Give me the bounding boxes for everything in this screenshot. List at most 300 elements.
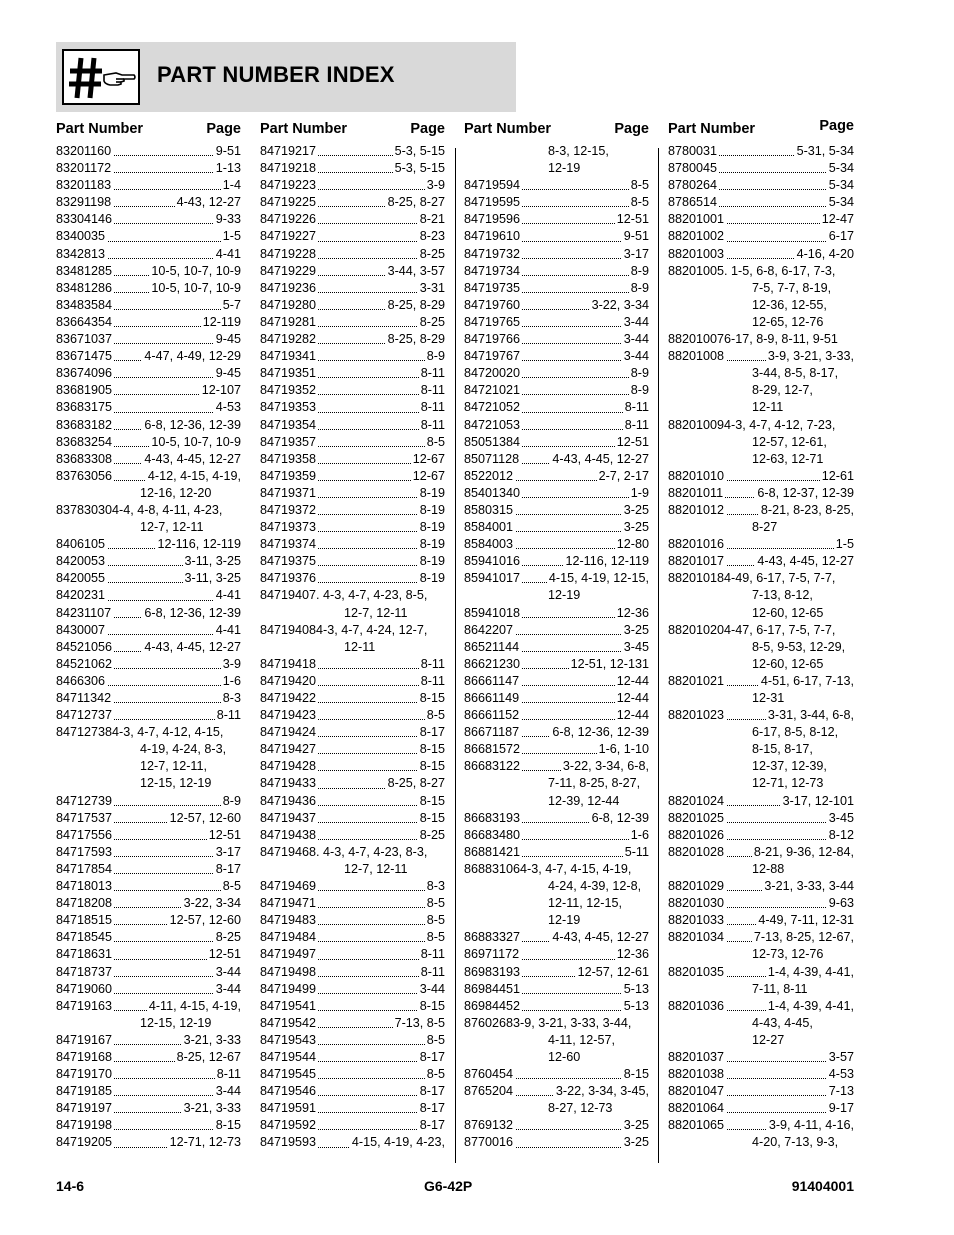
index-entry	[56, 1134, 241, 1151]
part-number: 84231107	[56, 605, 112, 620]
index-entry	[56, 878, 241, 895]
index-entry	[260, 929, 445, 946]
part-number-header: Part Number	[56, 121, 144, 137]
part-number: 8760454	[464, 1067, 514, 1082]
part-number: 84719760	[464, 297, 521, 312]
page-reference: 1-6, 1-10	[597, 741, 649, 758]
part-number: 84719357	[260, 434, 317, 449]
page-reference: 5-31, 5-34	[795, 143, 854, 160]
index-entry	[56, 622, 241, 639]
part-number: 84719229	[260, 263, 317, 278]
part-number: 8780045	[668, 161, 718, 176]
entry-text: 837830304-4, 4-8, 4-11, 4-23,	[56, 502, 223, 517]
index-entry	[260, 177, 445, 194]
part-number: 86661147	[464, 673, 520, 688]
page-reference: 7-13	[827, 1083, 854, 1100]
page-reference-continued: 7-5, 7-7, 8-19,	[752, 280, 832, 295]
part-number: 84521056	[56, 639, 113, 654]
part-number: 8765204	[464, 1084, 514, 1099]
part-number: 84719593	[260, 1135, 317, 1150]
part-number: 84719351	[260, 366, 317, 381]
part-number: 84719541	[260, 998, 317, 1013]
page-reference: 8-15	[418, 741, 445, 758]
page-reference: 3-31	[418, 280, 445, 297]
index-entry	[56, 194, 241, 211]
index-entry-run-on	[668, 622, 854, 639]
column-divider	[658, 148, 659, 1163]
page-reference-continued: 8-5, 9-53, 12-29,	[752, 639, 846, 654]
part-number: 83481286	[56, 280, 113, 295]
index-entry	[260, 1015, 445, 1032]
index-entry	[668, 246, 854, 263]
part-number: 86671187	[464, 725, 520, 740]
column-header	[56, 118, 241, 142]
index-entry	[56, 981, 241, 998]
page-reference-continued: 7-11, 8-25, 8-27,	[548, 776, 641, 791]
page-reference: 1-4, 4-39, 4-41,	[766, 964, 854, 981]
part-number: 84719610	[464, 229, 521, 244]
part-number: 88201064	[668, 1101, 725, 1116]
part-number: 84719428	[260, 759, 317, 774]
page-reference: 8-15	[418, 690, 445, 707]
index-entry	[260, 570, 445, 587]
index-entry	[260, 211, 445, 228]
part-number: 85941018	[464, 605, 521, 620]
page-reference: 7-13, 8-5	[393, 1015, 445, 1032]
part-number: 84719418	[260, 656, 317, 671]
part-number: 86683193	[464, 810, 521, 825]
part-number: 84719228	[260, 246, 317, 261]
part-number: 88201023	[668, 708, 725, 723]
index-entry	[260, 417, 445, 434]
page-reference: 12-61	[820, 468, 854, 485]
part-number: 8780031	[668, 144, 718, 158]
page-reference: 10-5, 10-7, 10-9	[149, 280, 241, 297]
index-entry	[464, 399, 649, 416]
index-entry	[464, 827, 649, 844]
page-reference: 6-8, 12-37, 12-39	[755, 485, 854, 502]
part-number-header: Part Number	[464, 121, 552, 137]
page-reference: 8-9	[629, 382, 649, 399]
index-entry	[56, 417, 241, 434]
page-reference: 8-15	[418, 758, 445, 775]
page-reference-continued: 12-65, 12-76	[752, 314, 824, 329]
page-reference: 12-44	[615, 690, 649, 707]
index-entry	[56, 673, 241, 690]
page-reference-continued: 8-29, 12-7,	[752, 383, 813, 398]
part-number: 88201001	[668, 212, 725, 227]
page-reference: 3-45	[827, 810, 854, 827]
page-reference: 1-9	[629, 485, 649, 502]
index-entry	[464, 468, 649, 485]
index-entry	[260, 1134, 445, 1151]
page-reference: 4-47, 4-49, 12-29	[142, 348, 241, 365]
part-number: 8420053	[56, 554, 106, 569]
page-reference: 4-49, 7-11, 12-31	[756, 912, 854, 929]
index-entry	[260, 246, 445, 263]
page-reference-continued: 3-44, 8-5, 8-17,	[752, 366, 839, 381]
page-reference: 9-45	[214, 331, 241, 348]
part-number: 85401340	[464, 485, 521, 500]
page-reference: 12-57, 12-61	[576, 964, 649, 981]
part-number: 84717556	[56, 827, 113, 842]
page-reference: 3-17, 12-101	[781, 793, 854, 810]
index-entry	[464, 211, 649, 228]
index-entry	[464, 998, 649, 1015]
index-entry	[668, 912, 854, 929]
part-number: 88201011	[668, 485, 724, 500]
page-header: Page	[206, 121, 241, 137]
page-reference-continued: 8-15, 8-17,	[752, 742, 813, 757]
part-number-header: Part Number	[260, 121, 348, 137]
index-entry	[464, 194, 649, 211]
index-entry	[464, 1066, 649, 1083]
part-number: 88201010	[668, 468, 725, 483]
index-entry	[464, 758, 649, 775]
page-reference: 12-67	[411, 451, 445, 468]
index-entry	[56, 314, 241, 331]
page-reference: 3-44	[418, 981, 445, 998]
page-reference: 4-43, 4-45, 12-27	[550, 451, 649, 468]
page-reference: 6-17	[827, 228, 854, 245]
part-number: 83671475	[56, 349, 113, 364]
page-reference: 6-8, 12-36, 12-39	[550, 724, 649, 741]
index-entry	[260, 314, 445, 331]
page-reference: 4-15, 4-19, 12-15,	[547, 570, 649, 587]
index-entry	[56, 143, 241, 160]
page-reference: 8-5	[629, 177, 649, 194]
page-reference-continued: 12-57, 12-61,	[752, 434, 827, 449]
page-reference: 3-44	[622, 348, 649, 365]
page-reference: 12-51	[207, 946, 241, 963]
page-reference: 9-51	[622, 228, 649, 245]
part-number: 84719596	[464, 212, 521, 227]
page-reference: 8-11	[419, 382, 445, 399]
part-number: 88201028	[668, 844, 725, 859]
index-entry	[260, 690, 445, 707]
page-reference: 3-25	[622, 1134, 649, 1151]
part-number: 88201026	[668, 827, 725, 842]
index-entry	[464, 656, 649, 673]
part-number: 8466306	[56, 673, 106, 688]
page-reference: 12-119	[201, 314, 241, 331]
entry-text: 882010094-3, 4-7, 4-12, 7-23,	[668, 417, 836, 432]
part-number: 88201035	[668, 964, 725, 979]
index-entry	[260, 1049, 445, 1066]
part-number: 84719226	[260, 212, 317, 227]
part-number: 83201183	[56, 178, 112, 193]
page-reference: 8-25, 8-27	[386, 194, 445, 211]
part-number: 88201017	[668, 554, 725, 569]
page-reference-continued: 12-60, 12-65	[752, 605, 824, 620]
page-reference: 8-11	[215, 707, 241, 724]
index-entry	[56, 280, 241, 297]
part-number: 84719423	[260, 708, 317, 723]
page-reference: 8-5	[425, 895, 445, 912]
part-number: 84719225	[260, 195, 317, 210]
index-entry	[668, 1100, 854, 1117]
page-reference: 8-5	[425, 912, 445, 929]
page-reference: 12-51	[207, 827, 241, 844]
index-entry	[260, 724, 445, 741]
page-reference: 3-25	[622, 622, 649, 639]
part-number: 84719197	[56, 1101, 113, 1116]
index-entry-run-on	[260, 622, 445, 639]
index-entry	[260, 348, 445, 365]
index-entry	[260, 1083, 445, 1100]
page-reference: 3-45	[622, 639, 649, 656]
index-entry	[464, 724, 649, 741]
page-reference: 7-13, 8-25, 12-67,	[752, 929, 854, 946]
index-entry	[668, 929, 854, 946]
index-entry	[260, 878, 445, 895]
index-entry	[260, 656, 445, 673]
part-number: 8769132	[464, 1118, 514, 1133]
page-reference-continued: 12-60	[548, 1049, 581, 1064]
part-number: 84718515	[56, 913, 113, 928]
part-number: 84719060	[56, 981, 113, 996]
index-entry	[464, 810, 649, 827]
part-number: 88201016	[668, 537, 725, 552]
index-entry	[56, 365, 241, 382]
page-reference-continued: 8-3, 12-15,	[548, 144, 609, 158]
index-entry	[260, 434, 445, 451]
page-reference: 8-5	[425, 434, 445, 451]
part-number: 83683182	[56, 417, 113, 432]
part-number: 86971172	[464, 947, 520, 962]
page-reference: 8-17	[418, 724, 445, 741]
page-reference-continued: 12-15, 12-19	[140, 776, 212, 791]
column-divider	[455, 148, 456, 1163]
part-number: 84719542	[260, 1015, 317, 1030]
page-reference: 8-25	[418, 827, 445, 844]
page-reference: 3-9, 4-11, 4-16,	[767, 1117, 854, 1134]
page-reference: 8-11	[623, 399, 649, 416]
part-number: 84719198	[56, 1118, 113, 1133]
part-number: 88201030	[668, 896, 725, 911]
page-reference: 4-11, 4-15, 4-19,	[147, 998, 241, 1015]
page-reference: 8-25	[418, 246, 445, 263]
part-number: 84721021	[464, 383, 521, 398]
index-entry	[668, 1066, 854, 1083]
page-reference: 4-43, 4-45, 12-27	[142, 639, 241, 656]
page-reference: 5-13	[622, 981, 649, 998]
page-reference: 3-22, 3-34	[590, 297, 649, 314]
part-number: 83201160	[56, 144, 112, 158]
page-reference: 8-17	[418, 1083, 445, 1100]
index-entry	[56, 707, 241, 724]
part-number: 84719471	[260, 896, 317, 911]
index-entry	[260, 502, 445, 519]
page-reference: 8-3	[221, 690, 241, 707]
index-entry	[464, 964, 649, 981]
index-entry	[56, 605, 241, 622]
part-number: 8580315	[464, 502, 514, 517]
page-reference: 8-21, 8-23, 8-25,	[759, 502, 854, 519]
part-number: 84711342	[56, 691, 112, 705]
part-number: 8420231	[56, 588, 106, 603]
index-entry	[668, 348, 854, 365]
part-number: 84719170	[56, 1067, 113, 1082]
part-number: 86984452	[464, 998, 521, 1013]
index-entry-run-on	[260, 844, 445, 861]
index-entry	[260, 194, 445, 211]
index-entry	[668, 964, 854, 981]
page-reference: 12-44	[615, 673, 649, 690]
page-reference: 3-11, 3-25	[183, 553, 241, 570]
part-number: 86984451	[464, 981, 521, 996]
index-entry	[668, 1117, 854, 1134]
index-entry	[56, 1100, 241, 1117]
page-reference: 8-17	[418, 1117, 445, 1134]
part-number: 88201029	[668, 879, 725, 894]
entry-text: 84719468. 4-3, 4-7, 4-23, 8-3,	[260, 844, 428, 859]
part-number: 88201003	[668, 246, 725, 261]
part-number: 88201012	[668, 502, 725, 517]
index-entry	[464, 690, 649, 707]
part-number: 84719591	[260, 1101, 317, 1116]
part-number: 84719438	[260, 827, 317, 842]
part-number: 88201025	[668, 810, 725, 825]
page-reference: 3-57	[827, 1049, 854, 1066]
part-number: 8420055	[56, 571, 106, 586]
index-entry	[668, 143, 854, 160]
index-entry	[668, 211, 854, 228]
index-rows	[668, 143, 854, 1152]
page-reference: 1-6	[629, 827, 649, 844]
part-number: 8786514	[668, 195, 718, 210]
index-entry	[668, 485, 854, 502]
index-entry	[260, 382, 445, 399]
page-reference: 3-22, 3-34	[182, 895, 241, 912]
part-number: 86683480	[464, 827, 521, 842]
index-entry	[56, 690, 241, 707]
page-reference: 12-51	[615, 211, 649, 228]
index-entry	[56, 810, 241, 827]
index-entry	[56, 844, 241, 861]
index-entry	[464, 844, 649, 861]
part-number: 84719422	[260, 691, 317, 705]
page-reference-continued: 12-7, 12-11	[344, 605, 408, 620]
part-number: 88201021	[668, 673, 725, 688]
page-reference: 5-34	[827, 160, 854, 177]
entry-text: 882010184-49, 6-17, 7-5, 7-7,	[668, 571, 836, 586]
page-reference-continued: 12-39, 12-44	[548, 793, 620, 808]
page-reference-continued: 12-31	[752, 691, 785, 705]
page-reference: 4-12, 4-15, 4-19,	[146, 468, 241, 485]
page-reference-continued: 12-73, 12-76	[752, 947, 824, 962]
index-entry	[464, 553, 649, 570]
part-number: 8780264	[668, 178, 718, 193]
index-entry	[260, 810, 445, 827]
index-entry	[56, 793, 241, 810]
index-rows	[464, 143, 649, 1152]
index-entry	[260, 519, 445, 536]
part-number: 84719427	[260, 742, 317, 757]
page-reference: 8-25	[418, 314, 445, 331]
page-reference: 4-43, 4-45, 12-27	[755, 553, 854, 570]
part-number: 8406105	[56, 537, 106, 552]
page-reference-continued: 8-27	[752, 520, 778, 535]
page-reference: 8-11	[419, 399, 445, 416]
page-reference: 4-51, 6-17, 7-13,	[759, 673, 854, 690]
page-reference-continued: 12-88	[752, 861, 785, 876]
page-reference-continued: 12-7, 12-11,	[140, 759, 207, 774]
index-entry	[260, 365, 445, 382]
page-reference: 2-7, 2-17	[597, 468, 649, 485]
index-entry	[668, 895, 854, 912]
index-entry	[464, 1117, 649, 1134]
page-reference: 8-23	[418, 228, 445, 245]
page-reference-continued: 4-24, 4-39, 12-8,	[548, 879, 642, 894]
page-reference: 3-11, 3-25	[183, 570, 241, 587]
page-reference: 9-45	[214, 365, 241, 382]
index-entry	[464, 417, 649, 434]
page-reference: 1-4, 4-39, 4-41,	[766, 998, 854, 1015]
index-entry	[668, 673, 854, 690]
index-entry	[56, 1083, 241, 1100]
index-entry	[464, 297, 649, 314]
part-number: 84719341	[260, 349, 317, 364]
page-reference: 8-9	[221, 793, 241, 810]
page-reference: 10-5, 10-7, 10-9	[149, 263, 241, 280]
entry-text: 882010076-17, 8-9, 8-11, 9-51	[668, 332, 838, 347]
entry-text: 88201005. 1-5, 6-8, 6-17, 7-3,	[668, 263, 836, 278]
part-number: 84719433	[260, 776, 317, 791]
index-entry	[464, 570, 649, 587]
page-reference: 3-44	[214, 964, 241, 981]
index-entry	[668, 194, 854, 211]
page-reference-continued: 8-27, 12-73	[548, 1101, 613, 1116]
part-number: 84719236	[260, 280, 317, 295]
part-number: 85051384	[464, 434, 521, 449]
part-number: 88201036	[668, 998, 725, 1013]
index-entry	[260, 160, 445, 177]
index-entry	[56, 246, 241, 263]
page-reference: 10-5, 10-7, 10-9	[149, 434, 241, 451]
index-entry	[56, 382, 241, 399]
part-number: 84521062	[56, 656, 113, 671]
index-entry	[260, 468, 445, 485]
index-entry	[56, 536, 241, 553]
page-reference: 3-21, 3-33	[182, 1100, 241, 1117]
page-reference: 8-11	[419, 964, 445, 981]
page-reference: 8-9	[425, 348, 445, 365]
index-entry	[56, 1032, 241, 1049]
page-reference: 3-44	[214, 981, 241, 998]
index-entry	[464, 177, 649, 194]
part-number: 84719359	[260, 468, 317, 483]
page-reference: 8-19	[418, 570, 445, 587]
entry-text: 847194084-3, 4-7, 4-24, 12-7,	[260, 622, 428, 637]
page-reference-continued: 12-19	[548, 161, 581, 176]
index-entry	[56, 861, 241, 878]
page-reference: 4-43, 4-45, 12-27	[142, 451, 241, 468]
part-number: 84719218	[260, 161, 317, 176]
part-number: 84719163	[56, 998, 113, 1013]
part-number: 8642207	[464, 622, 514, 637]
index-entry	[464, 639, 649, 656]
page-reference: 12-116, 12-119	[563, 553, 649, 570]
page-reference: 8-19	[418, 502, 445, 519]
index-entry	[260, 946, 445, 963]
index-entry-run-on	[668, 570, 854, 587]
page-reference: 8-11	[419, 673, 445, 690]
page-reference: 4-16, 4-20	[795, 246, 854, 263]
part-number: 83664354	[56, 314, 113, 329]
page-reference: 4-43, 12-27	[175, 194, 241, 211]
page-reference: 12-107	[200, 382, 241, 399]
